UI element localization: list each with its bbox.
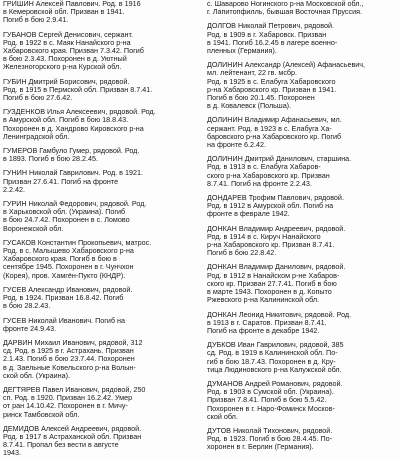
memorial-entry: [3, 200, 193, 233]
entry-line: Род. в 1915 в Пермской обл. Призван 8.7.41.: [3, 85, 153, 94]
entry-line: 8.7.41. Погиб на фронте 2.2.43.: [207, 179, 312, 188]
entry-line: сп. Род. в 1920. Призван 16.2.42. Умер: [3, 394, 133, 403]
entry-line: Воронежской обл.: [3, 224, 64, 233]
entry-line: 1943.: [3, 449, 21, 458]
entry-line: Погиб в бою 20.1.45. Похоронен: [207, 94, 315, 103]
entry-line: (Корея), пров. Хамгён-Пукто (КНДР).: [3, 271, 126, 280]
entry-line: г. Лапитопфилль, бывшая Восточная Пруссия.: [207, 8, 362, 17]
entry-line: тица Людиновского р-на Калужской обл.: [207, 365, 342, 374]
memorial-entry: [207, 311, 397, 336]
entry-line: ГУСАКОВ Константин Прокопьевич, матрос.: [3, 238, 152, 247]
memorial-entry: [207, 263, 397, 304]
entry-line: Род. в 1909 в г. Хабаровск. Призван: [207, 30, 327, 39]
entry-line: Хабаровского края. Погиб в бою в: [3, 255, 117, 264]
entry-line: Род. в 1924. Призван 16.8.42. Погиб: [3, 294, 124, 303]
entry-line: сд. Род. в 1919 в Калининской обл. По-: [207, 349, 338, 358]
entry-line: Род. в 1922 в с. Маяк Нанайского р-на: [3, 38, 131, 47]
entry-line: ДОНДАРЕВ Трофим Павлович, рядовой.: [207, 194, 344, 203]
memorial-entry: [3, 239, 193, 280]
entry-line: ДОНКАН Владимир Андреевич, рядовой.: [207, 224, 346, 233]
entry-line: мл. лейтенант, 22 гв. мсбр.: [207, 69, 298, 78]
entry-line: ДУМАНОВ Андрей Романович, рядовой.: [207, 379, 343, 388]
entry-line: пленных (Германия).: [207, 47, 277, 56]
memorial-entry: [3, 147, 193, 163]
entry-line: Ржевского р-на Калининской обл.: [207, 296, 320, 305]
memorial-entry: [207, 194, 397, 219]
memorial-entry: [3, 108, 193, 141]
entry-line: ринск Тамбовской обл.: [3, 410, 80, 419]
entry-line: на фронте 6.2.42.: [207, 141, 267, 150]
entry-line: 2.1.43. Погиб в бою 23.7.44. Похоронен: [3, 355, 135, 364]
entry-line: фронте в феврале 1942.: [207, 210, 290, 219]
memorial-entry: [207, 225, 397, 258]
entry-line: в Кемеровской обл. Призван в 1941.: [3, 8, 125, 17]
entry-line: Род. в 1913 в с. Елабуга Хабаров-: [207, 163, 321, 172]
left-column: [3, 0, 193, 458]
entry-line: ской обл. (Украина).: [3, 371, 70, 380]
entry-line: сд. Род. в 1925 в г. Астрахань. Призван: [3, 347, 134, 356]
memorial-entry: [207, 22, 397, 55]
entry-line: 8.7.41. Пропал без вести в августе: [3, 441, 119, 450]
entry-line: Ленинградской обл.: [3, 132, 70, 141]
entry-line: ГУБИН Дмитрий Борисович, рядовой.: [3, 77, 130, 86]
entry-line: Хабаровского края. Призван 7.3.42. Погиб: [3, 47, 144, 56]
entry-line: от ран 14.10.42. Похоронен в г. Мичу-: [3, 402, 128, 411]
entry-line: в д. Заельные Ковельского р-на Волын-: [3, 363, 136, 372]
entry-line: хоронен в г. Берлин (Германия).: [207, 443, 314, 452]
entry-line: ДОЛИНИН Александр (Алексей) Афанасьевич,: [207, 61, 366, 70]
memorial-entry: [3, 0, 193, 25]
entry-line: сентябре 1945. Похоронен в г. Чунчхон: [3, 263, 134, 272]
entry-line: Погиб в бою 2.9.41.: [3, 16, 69, 25]
entry-line: Род. в 1923. Погиб в бою 28.4.45. По-: [207, 435, 333, 444]
memorial-entry: [3, 339, 193, 380]
entry-line: ГУНИН Николай Гаврилович. Род. в 1921.: [3, 169, 143, 178]
entry-line: в бою 24.7.42. Похоронен в с. Ломово: [3, 216, 130, 225]
entry-line: в Амурской обл. Погиб в бою 18.8.43.: [3, 116, 129, 125]
entry-line: ДОЛИНИН Владимир Афанасьевич, мл.: [207, 116, 342, 125]
entry-line: ской обл.: [207, 412, 238, 421]
entry-line: ГРИШИН Алексей Павлович. Род. в 1916: [3, 0, 141, 8]
memorial-entry: [207, 0, 397, 16]
memorial-entry: [3, 31, 193, 72]
entry-line: ГУСЕВ Николай Иванович. Погиб на: [3, 316, 126, 325]
entry-line: Похоронен в д. Хандрово Кировского р-на: [3, 124, 144, 133]
entry-line: с. Шаварово Ногинского р-на Московской обл.,: [207, 0, 364, 8]
right-column: [207, 0, 397, 452]
entry-line: Погиб в бою 22.8.42.: [207, 249, 277, 258]
entry-line: Род. в 1914 в с. Кируч Нанайского: [207, 232, 321, 241]
entry-line: Погиб на фронте в декабре 1942.: [207, 326, 320, 335]
entry-line: ДЕМИДОВ Алексей Андреевич, рядовой.: [3, 424, 142, 433]
entry-line: Род. в с. Малышево Хабаровского р-на: [3, 247, 134, 256]
entry-line: в д. Ковалевск (Польша).: [207, 102, 292, 111]
entry-line: ГУРИН Николай Федорович, рядовой. Род.: [3, 200, 147, 209]
memorial-entry: [207, 61, 397, 110]
entry-line: в 1893. Погиб в бою 28.2.45.: [3, 155, 99, 164]
entry-line: ДЕГТЯРЕВ Павел Иванович, рядовой, 250: [3, 385, 146, 394]
entry-line: Призван 7.8.41. Погиб в бою 5.5.42.: [207, 396, 327, 405]
entry-line: ДОЛИНИН Дмитрий Данилович, старшина.: [207, 155, 352, 164]
entry-line: Род. в 1903 в Сумской обл. (Украина).: [207, 388, 334, 397]
entry-line: в марте 1943. Похоронен в д. Копыто: [207, 288, 332, 297]
entry-line: ДОЛГОВ Николай Петрович, рядовой.: [207, 22, 334, 31]
entry-line: в Харьковской обл. (Украина). Погиб: [3, 208, 126, 217]
entry-line: Железногорского р-на Курской обл.: [3, 63, 122, 72]
entry-line: Род. в 1925 в с. Елабуга Хабаровского: [207, 77, 336, 86]
memorial-entry: [207, 341, 397, 374]
entry-line: ГУСЕВ Александр Иванович, рядовой.: [3, 285, 133, 294]
entry-line: Род. в 1912 в Нанайском р-не Хабаров-: [207, 271, 340, 280]
entry-line: сержант. Род. в 1923 в с. Елабуга Ха-: [207, 124, 332, 133]
memorial-entry: [3, 286, 193, 311]
memorial-entry: [207, 380, 397, 421]
entry-line: Род. в 1917 в Астраханской обл. Призван: [3, 432, 142, 441]
entry-line: р-на Хабаровского кр. Призван в 1941.: [207, 85, 337, 94]
entry-line: Погиб в бою 27.6.42.: [3, 94, 73, 103]
entry-line: ДАРВИН Михаил Иванович, рядовой, 312: [3, 338, 143, 347]
entry-line: баровского р-на Хабаровского кр. Погиб: [207, 132, 342, 141]
entry-line: ГУМЕРОВ Гамбуло Гумер, рядовой. Род.: [3, 147, 140, 156]
entry-line: Призван 27.6.41. Погиб на фронте: [3, 177, 119, 186]
entry-line: ского р-на Хабаровского кр. Призван: [207, 171, 330, 180]
entry-line: в 1941. Погиб 16.2.45 в лагере военно-: [207, 38, 338, 47]
memorial-entry: [3, 317, 193, 333]
memorial-entry: [207, 427, 397, 452]
entry-line: ДУБКОВ Иван Гаврилович, рядовой, 385: [207, 341, 344, 350]
entry-line: фронте 24.9.43.: [3, 324, 57, 333]
entry-line: Род. в 1912 в Амурской обл. Погиб на: [207, 202, 334, 211]
entry-line: ДОНКАН Леонид Никитович, рядовой. Род.: [207, 310, 352, 319]
entry-line: Похоронен в г. Наро-Фоминск Москов-: [207, 404, 335, 413]
entry-line: ГУЗДЕНКОВ Илья Алексеевич, рядовой. Род.: [3, 108, 156, 117]
memorial-entry: [3, 386, 193, 419]
entry-line: 2.2.42.: [3, 185, 25, 194]
memorial-entry: [3, 169, 193, 194]
memorial-entry: [207, 155, 397, 188]
entry-line: ГУБАНОВ Сергей Денисович, сержант.: [3, 30, 133, 39]
entry-line: ДУТОВ Николай Тихонович, рядовой.: [207, 426, 333, 435]
entry-line: в 1913 в г. Саратов. Призван 8.7.41.: [207, 318, 327, 327]
entry-line: гиб в бою 18.7.43. Похоронен в д. Кру-: [207, 357, 336, 366]
entry-line: в бою 28.2.43.: [3, 302, 51, 311]
entry-line: в бою 2.3.43. Похоронен в д. Уютный: [3, 55, 127, 64]
memorial-entry: [3, 425, 193, 458]
memorial-entry: [3, 78, 193, 103]
entry-line: ского кр. Призван 27.7.41. Погиб в бою: [207, 279, 337, 288]
memorial-entry: [207, 116, 397, 149]
entry-line: ДОНКАН Владимир Данилович, рядовой.: [207, 263, 346, 272]
entry-line: р-на Хабаровского кр. Призван 8.7.41.: [207, 241, 335, 250]
